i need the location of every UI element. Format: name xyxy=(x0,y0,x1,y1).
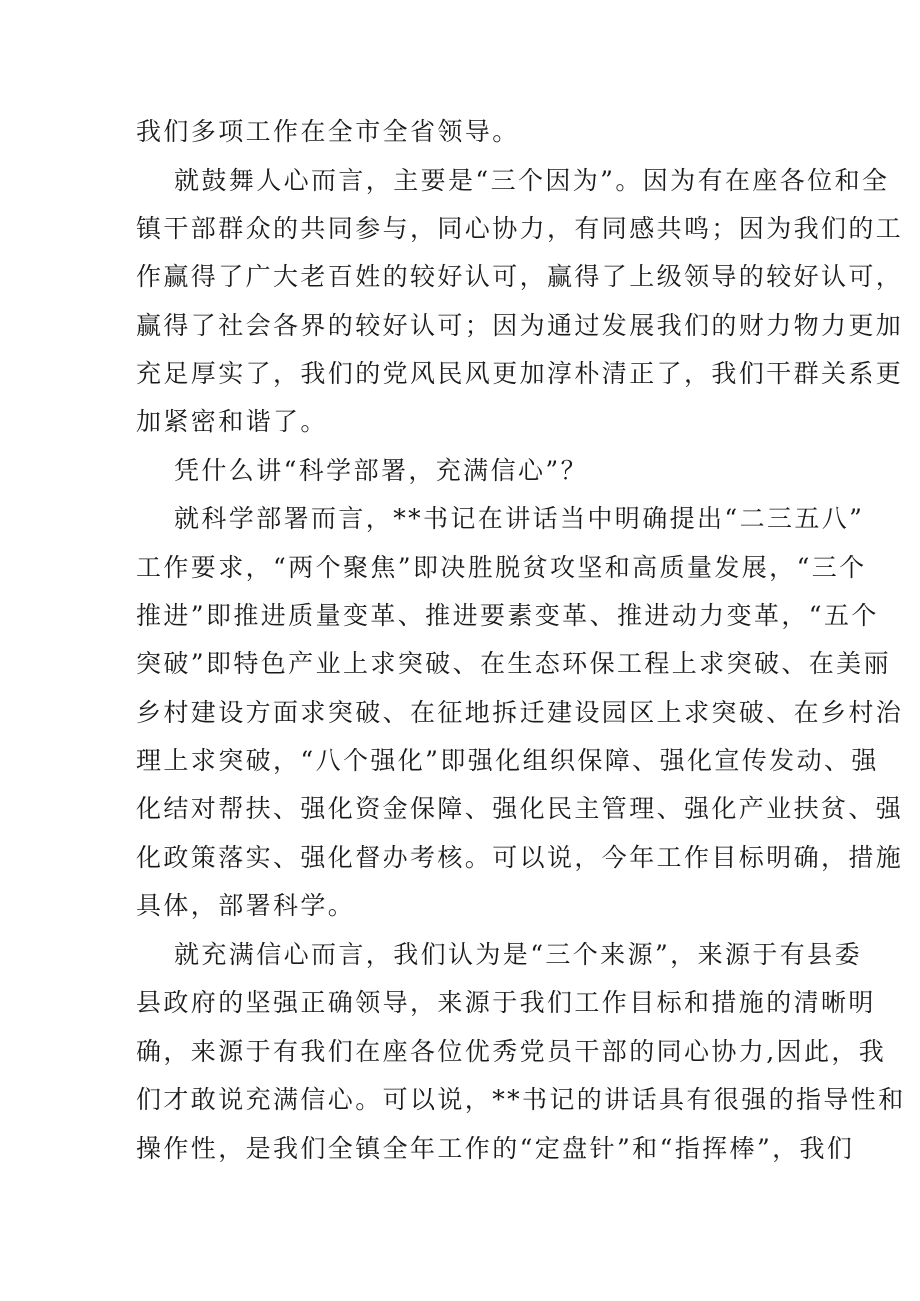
paragraph-first-line: 就充满信心而言，我们认为是“三个来源”，来源于有县委 xyxy=(174,940,862,969)
text-line: 工作要求，“两个聚焦”即决胜脱贫攻坚和高质量发展，“三个 xyxy=(136,553,867,582)
paragraph-first-line: 就鼓舞人心而言，主要是“三个因为”。因为有在座各位和全 xyxy=(174,166,890,195)
text-line: 加紧密和谐了。 xyxy=(136,407,328,436)
text-line: 作赢得了广大老百姓的较好认可，赢得了上级领导的较好认可， xyxy=(136,262,904,291)
text-line: 具体，部署科学。 xyxy=(136,891,356,920)
text-line: 化结对帮扶、强化资金保障、强化民主管理、强化产业扶贫、强 xyxy=(136,794,904,823)
text-line: 们才敢说充满信心。可以说，**书记的讲话具有很强的指导性和 xyxy=(136,1085,906,1114)
text-line: 镇干部群众的共同参与，同心协力，有同感共鸣；因为我们的工 xyxy=(136,214,904,243)
text-line: 突破”即特色产业上求突破、在生态环保工程上求突破、在美丽 xyxy=(136,649,891,678)
text-line: 我们多项工作在全市全省领导。 xyxy=(136,117,520,146)
text-line: 理上求突破，“八个强化”即强化组织保障、强化宣传发动、强 xyxy=(136,746,879,775)
text-line: 县政府的坚强正确领导，来源于我们工作目标和措施的清晰明 xyxy=(136,988,876,1017)
section-question: 凭什么讲“科学部署，充满信心”？ xyxy=(174,456,588,485)
paragraph-first-line: 就科学部署而言，**书记在讲话当中明确提出“二三五八” xyxy=(174,504,865,533)
text-line: 充足厚实了，我们的党风民风更加淳朴清正了，我们干群关系更 xyxy=(136,359,904,388)
text-line: 确，来源于有我们在座各位优秀党员干部的同心协力,因此，我 xyxy=(136,1037,887,1066)
text-line: 推进”即推进质量变革、推进要素变革、推进动力变革，“五个 xyxy=(136,601,879,630)
text-line: 操作性，是我们全镇全年工作的“定盘针”和“指挥棒”，我们 xyxy=(136,1134,855,1163)
text-line: 化政策落实、强化督办考核。可以说，今年工作目标明确，措施 xyxy=(136,843,904,872)
text-line: 赢得了社会各界的较好认可；因为通过发展我们的财力物力更加 xyxy=(136,311,904,340)
text-line: 乡村建设方面求突破、在征地拆迁建设园区上求突破、在乡村治 xyxy=(136,698,904,727)
